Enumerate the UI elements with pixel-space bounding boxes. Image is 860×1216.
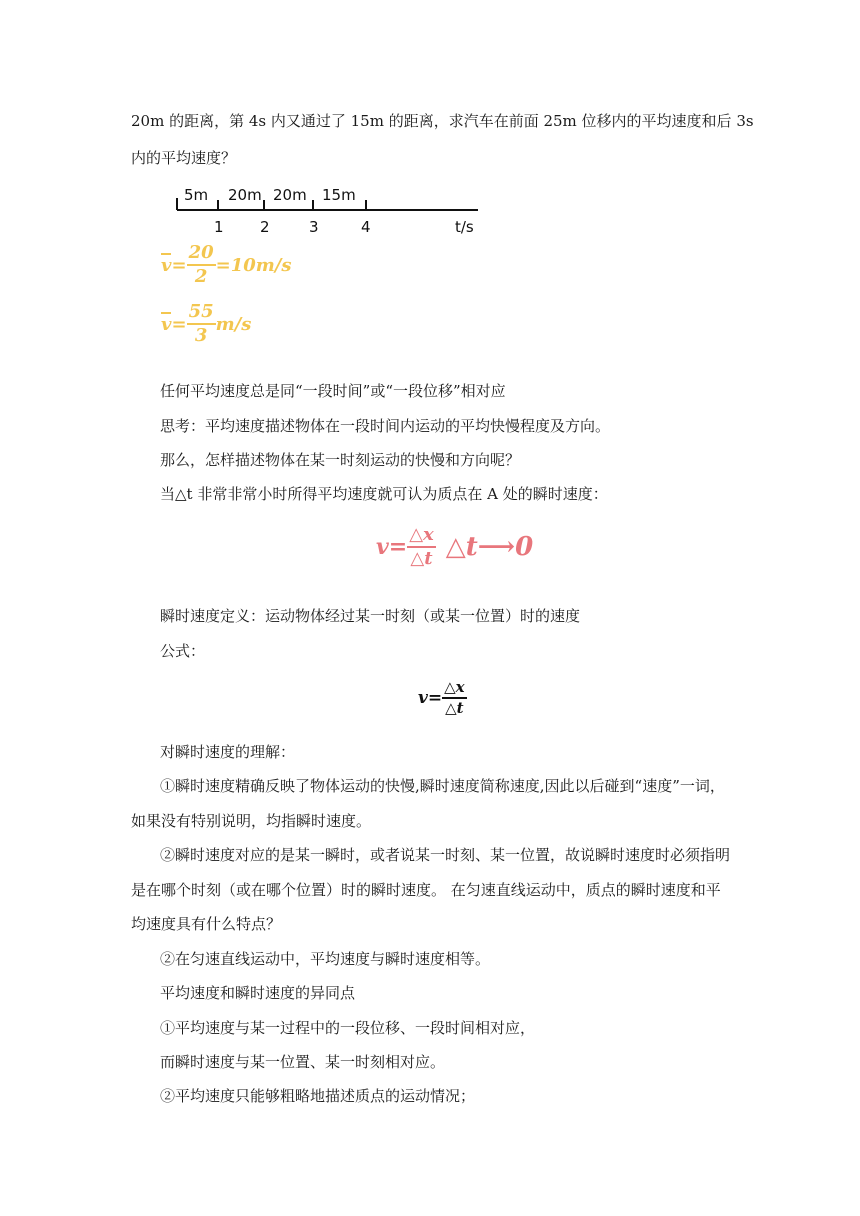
text-line-5: 那么，怎样描述物体在某一时刻运动的快慢和方向呢？ bbox=[160, 451, 521, 469]
text-line-16: 平均速度和瞬时速度的异同点 bbox=[160, 984, 356, 1002]
formula-2-eq: = bbox=[171, 313, 187, 335]
formula-1-rhs: =10m/s bbox=[215, 254, 292, 276]
text-line-18: 而瞬时速度与某一位置、某一时刻相对应。 bbox=[160, 1053, 446, 1071]
text-line-11: 如果没有特别说明，均指瞬时速度。 bbox=[131, 812, 372, 830]
text-line-17: ①平均速度与某一过程中的一段位移、一段时间相对应， bbox=[160, 1019, 536, 1037]
formula-4-lhs: v= bbox=[418, 688, 443, 708]
segment-label-2: 20m bbox=[228, 186, 262, 204]
text-line-10: ①瞬时速度精确反映了物体运动的快慢,瞬时速度简称速度,因此以后碰到“速度”一词， bbox=[160, 777, 725, 795]
formula-1-lhs: v bbox=[161, 254, 172, 276]
formula-4-denominator: △t bbox=[445, 699, 464, 717]
text-line-2: 内的平均速度？ bbox=[131, 149, 237, 167]
text-line-14: 均速度具有什么特点？ bbox=[131, 915, 282, 933]
text-line-3: 任何平均速度总是同“一段时间”或“一段位移”相对应 bbox=[160, 382, 506, 400]
formula-4-fraction bbox=[442, 680, 466, 716]
text-line-6: 当△t 非常非常小时所得平均速度就可认为质点在 A 处的瞬时速度： bbox=[160, 485, 608, 503]
text-line-1: 20m 的距离，第 4s 内又通过了 15m 的距离，求汽车在前面 25m 位移内的平均速度和后 3s bbox=[131, 112, 754, 130]
formula-2-rhs: m/s bbox=[215, 313, 252, 335]
segment-label-4: 15m bbox=[322, 186, 356, 204]
text-line-15: ②在匀速直线运动中，平均速度与瞬时速度相等。 bbox=[160, 950, 491, 968]
formula-2-lhs: v bbox=[161, 313, 172, 335]
formula-3-fraction bbox=[407, 526, 436, 568]
formula-1-numerator: 20 bbox=[188, 242, 214, 263]
formula-1-fraction bbox=[187, 244, 216, 286]
formula-2-fraction bbox=[187, 303, 216, 345]
formula-3-denominator: △t bbox=[410, 548, 433, 569]
tick-label-2: 2 bbox=[260, 218, 270, 236]
axis-label: t/s bbox=[455, 218, 474, 236]
text-line-4: 思考：平均速度描述物体在一段时间内运动的平均快慢程度及方向。 bbox=[160, 417, 611, 435]
formula-instantaneous-limit bbox=[376, 526, 533, 568]
formula-3-lhs: v= bbox=[376, 534, 408, 560]
text-line-8: 公式： bbox=[160, 642, 206, 660]
tick-label-1: 1 bbox=[214, 218, 224, 236]
formula-3-numerator: △x bbox=[409, 524, 434, 545]
tick-label-3: 3 bbox=[309, 218, 319, 236]
formula-4-numerator: △x bbox=[444, 678, 465, 696]
formula-1-denominator: 2 bbox=[194, 266, 208, 287]
formula-avg-velocity-1 bbox=[161, 244, 292, 286]
formula-1-eq: = bbox=[171, 254, 187, 276]
formula-3-rhs: △t⟶0 bbox=[445, 532, 534, 562]
text-line-13: 是在哪个时刻（或在哪个位置）时的瞬时速度。 在匀速直线运动中，质点的瞬时速度和平 bbox=[131, 881, 721, 899]
text-line-9: 对瞬时速度的理解： bbox=[160, 743, 296, 761]
formula-2-numerator: 55 bbox=[188, 301, 214, 322]
formula-instantaneous bbox=[418, 680, 467, 716]
tick-label-4: 4 bbox=[361, 218, 371, 236]
segment-label-1: 5m bbox=[184, 186, 209, 204]
segment-label-3: 20m bbox=[273, 186, 307, 204]
timeline-diagram bbox=[160, 178, 500, 238]
formula-2-denominator: 3 bbox=[194, 325, 208, 346]
formula-avg-velocity-2 bbox=[161, 303, 251, 345]
text-line-7: 瞬时速度定义：运动物体经过某一时刻（或某一位置）时的速度 bbox=[160, 607, 581, 625]
text-line-19: ②平均速度只能够粗略地描述质点的运动情况； bbox=[160, 1087, 476, 1105]
text-line-12: ②瞬时速度对应的是某一瞬时，或者说某一时刻、某一位置，故说瞬时速度时必须指明 bbox=[160, 846, 731, 864]
